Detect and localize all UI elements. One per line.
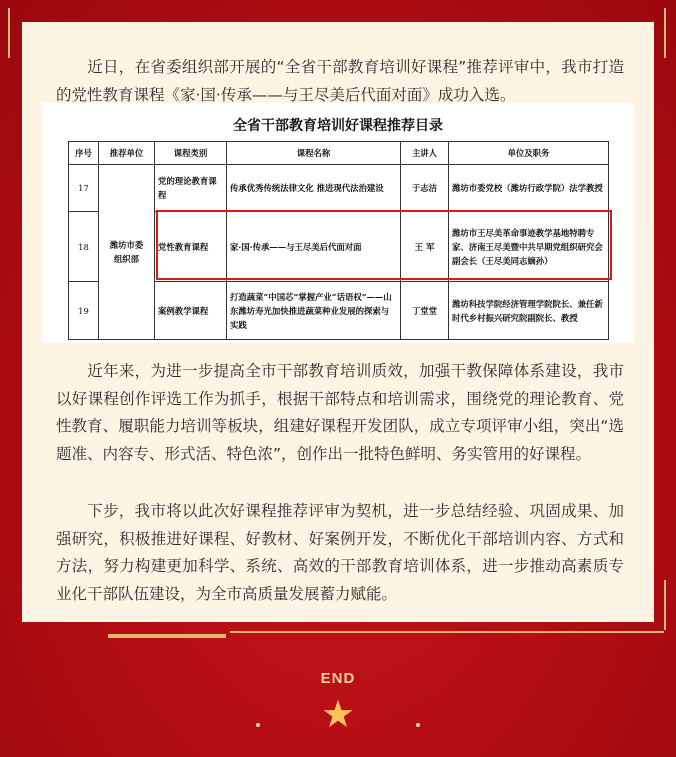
table-header-row — [69, 142, 609, 165]
header-cell: 推荐单位 — [99, 142, 155, 165]
header-cell: 主讲人 — [401, 142, 449, 165]
course-name: 家·国·传承——与王尽美后代面对面 — [227, 212, 401, 282]
recommendation-table-image — [42, 103, 634, 343]
table-title: 全省干部教育培训好课程推荐目录 — [233, 118, 443, 134]
speaker: 王 军 — [401, 212, 449, 282]
paragraph-intro: 近日，在省委组织部开展的“全省干部教育培训好课程”推荐评审中，我市打造的党性教育课程《家·国·传承——与王尽美后代面对面》成功入选。 — [56, 58, 624, 104]
decoration-dot-left — [256, 723, 260, 727]
divider-bar-right — [230, 631, 664, 633]
decoration-dot-right — [416, 723, 420, 727]
corner-decoration-top-left — [8, 8, 10, 58]
paragraph-next-steps: 下步，我市将以此次好课程推荐评审为契机，进一步总结经验、巩固成果、加强研究，积极推进好课程、好教材、好案例开发，不断优化干部培训内容、方式和方法，努力构建更加科学、系统、高效的干部教育培训体系，进一步推动高素质专业化干部队伍建设，为全市高质量发展蓄力赋能。 — [56, 502, 624, 603]
article-card — [22, 22, 654, 622]
position: 潍坊市王尽美革命事迹教学基地特聘专家、济南王尽美暨中共早期党组织研究会副会长（王尽美同志嫡孙） — [449, 212, 609, 282]
speaker: 丁堂堂 — [401, 282, 449, 340]
divider-bar-left — [108, 634, 226, 638]
end-label: END — [320, 670, 356, 687]
speaker: 于志洁 — [401, 165, 449, 212]
star-icon: ★ — [320, 692, 356, 736]
course-name: 传承优秀传统法律文化 推进现代法治建设 — [227, 165, 401, 212]
course-category: 党性教育课程 — [155, 212, 227, 282]
recommending-unit: 潍坊市委组织部 — [99, 165, 155, 340]
position: 潍坊科技学院经济管理学院院长、兼任新时代乡村振兴研究院副院长、教授 — [449, 282, 609, 340]
header-cell: 课程类别 — [155, 142, 227, 165]
course-category: 案例教学课程 — [155, 282, 227, 340]
recommendation-table — [68, 141, 609, 340]
course-category: 党的理论教育课程 — [155, 165, 227, 212]
row-number: 18 — [69, 212, 99, 282]
header-cell: 序号 — [69, 142, 99, 165]
table-row — [69, 165, 609, 212]
corner-decoration-top-right — [664, 8, 666, 58]
row-number: 19 — [69, 282, 99, 340]
course-name: 打造蔬菜“中国芯”掌握产业“话语权”——山东潍坊寿光加快推进蔬菜种业发展的探索与实践 — [227, 282, 401, 340]
paragraph-background: 近年来，为进一步提高全市干部教育培训质效，加强干教保障体系建设，我市以好课程创作评选工作为抓手，根据干部特点和培训需求，围绕党的理论教育、党性教育、履职能力培训等板块，组建好课程开发团队，成立专项评审小组，突出“选题准、内容专、形式活、特色浓”，创作出一批特色鲜明、务实管用的好课程。 — [56, 362, 624, 463]
corner-decoration-bottom-right — [664, 580, 666, 630]
header-cell: 单位及职务 — [449, 142, 609, 165]
row-number: 17 — [69, 165, 99, 212]
position: 潍坊市委党校（潍坊行政学院）法学教授 — [449, 165, 609, 212]
header-cell: 课程名称 — [227, 142, 401, 165]
